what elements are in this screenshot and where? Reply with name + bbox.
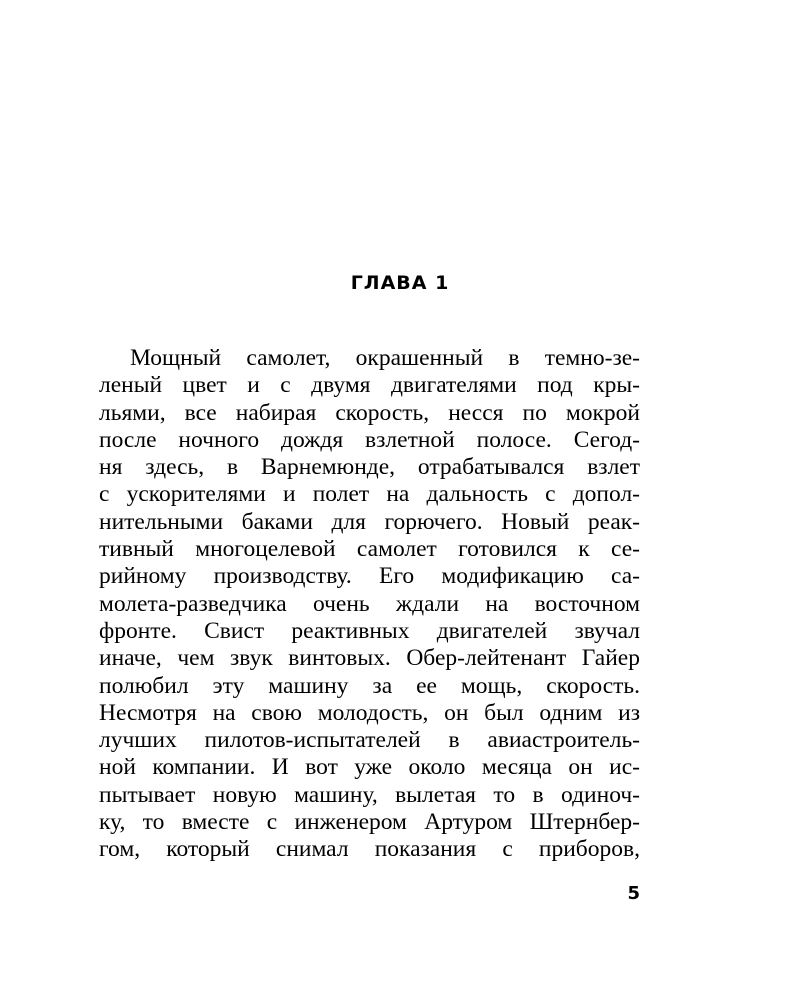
text-line: полюбил эту машину за ее мощь, скорость. bbox=[99, 672, 640, 699]
text-line: льями, все набирая скорость, несся по мокрой bbox=[99, 399, 640, 426]
text-line: леный цвет и с двумя двигателями под кры- bbox=[99, 372, 640, 399]
text-line: ной компании. И вот уже около месяца он ис- bbox=[99, 754, 640, 781]
body-paragraph bbox=[99, 345, 640, 864]
text-line: фронте. Свист реактивных двигателей звучал bbox=[99, 617, 640, 644]
text-line: нительными баками для горючего. Новый реак- bbox=[99, 508, 640, 535]
text-line: пытывает новую машину, вылетая то в одиноч- bbox=[99, 781, 640, 808]
text-line: после ночного дождя взлетной полосе. Сегод- bbox=[99, 426, 640, 453]
chapter-heading: ГЛАВА 1 bbox=[350, 272, 450, 294]
text-line: лучших пилотов-испытателей в авиастроитель- bbox=[99, 727, 640, 754]
text-line: молета-разведчика очень ждали на восточном bbox=[99, 590, 640, 617]
text-line: с ускорителями и полет на дальность с допол- bbox=[99, 481, 640, 508]
text-line: Несмотря на свою молодость, он был одним из bbox=[99, 699, 640, 726]
page-number: 5 bbox=[627, 883, 640, 904]
text-line: тивный многоцелевой самолет готовился к се- bbox=[99, 536, 640, 563]
text-line: ня здесь, в Варнемюнде, отрабатывался взлет bbox=[99, 454, 640, 481]
text-line: рийному производству. Его модификацию са- bbox=[99, 563, 640, 590]
text-line: Мощный самолет, окрашенный в темно-зе- bbox=[130, 345, 640, 371]
text-line: гом, который снимал показания с приборов, bbox=[99, 836, 640, 863]
text-line: иначе, чем звук винтовых. Обер-лейтенант Гайер bbox=[99, 645, 640, 672]
text-line: ку, то вместе с инженером Артуром Штернбер- bbox=[99, 809, 640, 836]
